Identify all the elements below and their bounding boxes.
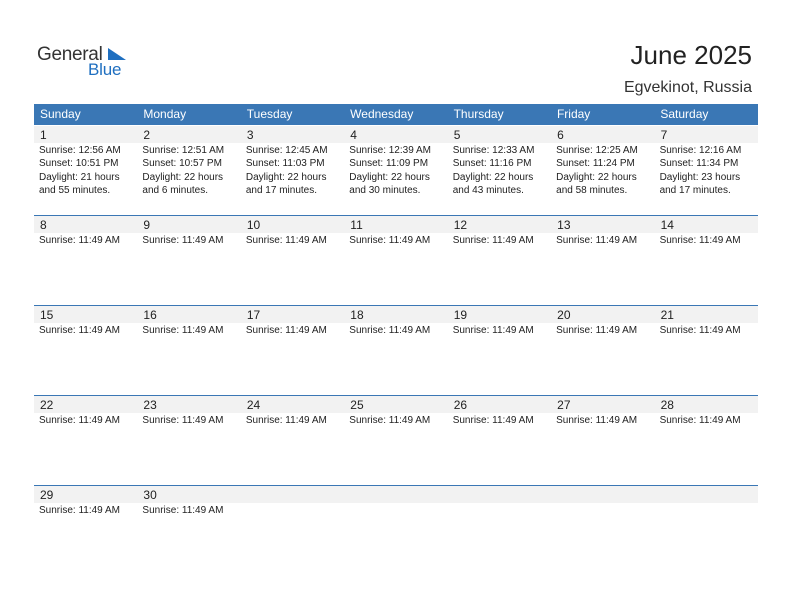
day-number: 27 bbox=[557, 398, 571, 412]
sun-info-line: Sunrise: 11:49 AM bbox=[39, 325, 120, 336]
day-cell bbox=[34, 215, 137, 303]
day-number: 18 bbox=[350, 308, 364, 322]
sun-info-line: Sunrise: 11:49 AM bbox=[659, 325, 741, 336]
day-cell bbox=[241, 305, 344, 393]
day-number: 24 bbox=[246, 398, 261, 412]
calendar-week-row bbox=[34, 305, 758, 393]
day-cell bbox=[137, 305, 240, 393]
sun-info-line: Sunrise: 11:49 AM bbox=[452, 235, 534, 246]
logo-text-blue: Blue bbox=[88, 60, 122, 79]
sun-info bbox=[349, 234, 430, 247]
sun-info-line: Sunrise: 11:49 AM bbox=[349, 415, 431, 426]
weekday-header-cell: Wednesday bbox=[350, 107, 414, 121]
sun-info-line: and 58 minutes. bbox=[556, 185, 628, 197]
day-number: 22 bbox=[40, 398, 54, 412]
sun-info bbox=[246, 144, 328, 198]
day-number: 21 bbox=[660, 308, 674, 322]
sun-info bbox=[556, 144, 638, 198]
sun-info-line: Sunrise: 11:49 AM bbox=[349, 235, 431, 246]
sun-info-line: Sunrise: 11:49 AM bbox=[556, 325, 638, 336]
page-title: June 2025 bbox=[630, 40, 752, 70]
sun-info bbox=[39, 504, 120, 517]
sun-info bbox=[556, 324, 637, 337]
day-cell bbox=[137, 215, 240, 303]
sun-info bbox=[453, 324, 534, 337]
sun-info bbox=[39, 414, 120, 427]
sun-info-line: and 6 minutes. bbox=[142, 185, 209, 197]
day-number: 14 bbox=[660, 218, 674, 232]
sun-info-line: Sunrise: 11:49 AM bbox=[659, 415, 741, 426]
brand-logo bbox=[37, 44, 137, 80]
sun-info-line: Sunrise: 12:56 AM bbox=[39, 145, 121, 156]
day-cell bbox=[551, 215, 654, 303]
sun-info bbox=[142, 144, 224, 198]
day-number: 1 bbox=[40, 128, 47, 142]
day-cell bbox=[344, 125, 447, 213]
calendar-week-row bbox=[34, 125, 758, 213]
sun-info-line: Daylight: 22 hours bbox=[245, 171, 327, 183]
weekday-header-cell: Monday bbox=[143, 107, 187, 121]
sun-info-line: Sunrise: 11:49 AM bbox=[142, 505, 224, 516]
sun-info-line: Sunrise: 11:49 AM bbox=[142, 415, 224, 426]
sun-info bbox=[246, 414, 327, 427]
sun-info-line: Sunrise: 11:49 AM bbox=[245, 325, 327, 336]
day-number: 9 bbox=[143, 218, 151, 232]
sun-info bbox=[556, 234, 637, 247]
sun-info-line: Sunset: 11:03 PM bbox=[245, 158, 325, 170]
sun-info-line: Sunrise: 12:45 AM bbox=[245, 145, 328, 156]
sun-info bbox=[349, 414, 430, 427]
sun-info bbox=[453, 144, 535, 198]
sun-info bbox=[556, 414, 637, 427]
day-cell bbox=[655, 395, 758, 483]
sun-info-line: Sunrise: 11:49 AM bbox=[452, 415, 534, 426]
sun-info-line: and 55 minutes. bbox=[39, 185, 111, 197]
sun-info-line: Sunrise: 12:39 AM bbox=[349, 145, 431, 156]
day-cell bbox=[344, 305, 447, 393]
sun-info bbox=[660, 234, 741, 247]
sun-info-line: Sunrise: 11:49 AM bbox=[452, 325, 534, 336]
calendar-week-row bbox=[34, 485, 758, 573]
sun-info bbox=[142, 234, 223, 247]
sun-info-line: Sunset: 10:57 PM bbox=[142, 158, 222, 170]
sun-info-line: Sunset: 11:09 PM bbox=[349, 158, 429, 170]
day-number: 11 bbox=[350, 218, 363, 232]
sun-info-line: Sunrise: 11:49 AM bbox=[39, 235, 120, 246]
sun-info-line: and 17 minutes. bbox=[245, 185, 318, 197]
day-cell bbox=[137, 395, 240, 483]
day-cell bbox=[448, 305, 551, 393]
weekday-header bbox=[34, 104, 758, 125]
day-number: 15 bbox=[40, 308, 54, 322]
sun-info bbox=[39, 144, 121, 198]
location-subtitle: Egvekinot, Russia bbox=[623, 79, 752, 96]
day-cell bbox=[448, 215, 551, 303]
sun-info-line: Sunrise: 11:49 AM bbox=[245, 415, 327, 426]
sun-info bbox=[39, 324, 120, 337]
day-number: 25 bbox=[350, 398, 364, 412]
sun-info-line: Sunrise: 11:49 AM bbox=[39, 415, 120, 426]
sun-info bbox=[349, 324, 430, 337]
logo-text-general: General bbox=[37, 44, 103, 65]
day-number: 12 bbox=[453, 218, 468, 232]
sun-info-line: Sunset: 11:16 PM bbox=[452, 158, 532, 170]
sun-info-line: Sunset: 10:51 PM bbox=[39, 158, 119, 170]
day-cell bbox=[655, 305, 758, 393]
day-number: 2 bbox=[143, 128, 151, 142]
day-cell bbox=[655, 215, 758, 303]
day-cell bbox=[241, 215, 344, 303]
day-cell bbox=[137, 125, 240, 213]
day-cell bbox=[34, 305, 137, 393]
sun-info-line: Sunrise: 12:33 AM bbox=[452, 145, 535, 156]
sun-info bbox=[246, 324, 327, 337]
sun-info-line: Sunrise: 11:49 AM bbox=[349, 325, 431, 336]
sun-info-line: Sunrise: 12:51 AM bbox=[142, 145, 225, 156]
sun-info bbox=[453, 414, 534, 427]
day-number: 29 bbox=[40, 488, 54, 502]
sun-info bbox=[142, 324, 223, 337]
day-cell bbox=[448, 395, 551, 483]
sun-info-line: Sunrise: 11:49 AM bbox=[245, 235, 327, 246]
sun-info-line: Sunrise: 11:49 AM bbox=[142, 235, 224, 246]
calendar-week-row bbox=[34, 395, 758, 483]
day-number: 30 bbox=[143, 488, 157, 502]
sun-info-line: and 43 minutes. bbox=[452, 185, 524, 197]
day-cell bbox=[551, 395, 654, 483]
sun-info bbox=[660, 414, 741, 427]
sun-info-line: Sunrise: 11:49 AM bbox=[556, 235, 638, 246]
day-number: 6 bbox=[557, 128, 564, 142]
sun-info-line: Sunrise: 11:49 AM bbox=[142, 325, 224, 336]
day-number: 26 bbox=[453, 398, 468, 412]
weekday-header-cell: Friday bbox=[556, 107, 591, 121]
sun-info-line: Sunrise: 11:49 AM bbox=[659, 235, 741, 246]
day-cell bbox=[344, 395, 447, 483]
day-number: 10 bbox=[246, 218, 261, 232]
sun-info-line: Daylight: 22 hours bbox=[452, 171, 534, 183]
sun-info bbox=[142, 504, 223, 517]
day-number: 16 bbox=[143, 308, 157, 322]
day-cell bbox=[241, 125, 344, 213]
sun-info-line: Sunrise: 11:49 AM bbox=[39, 505, 120, 516]
sun-info bbox=[453, 234, 534, 247]
day-cell bbox=[655, 125, 758, 213]
day-cell bbox=[551, 305, 654, 393]
day-number: 20 bbox=[557, 308, 571, 322]
day-number: 7 bbox=[660, 128, 668, 142]
sun-info bbox=[660, 324, 741, 337]
sun-info-line: Daylight: 23 hours bbox=[659, 171, 741, 183]
sun-info bbox=[660, 144, 742, 198]
sun-info-line: Daylight: 22 hours bbox=[556, 171, 637, 183]
day-number: 19 bbox=[453, 308, 468, 322]
day-number: 5 bbox=[453, 128, 461, 142]
sun-info-line: and 30 minutes. bbox=[349, 185, 421, 197]
day-number: 23 bbox=[143, 398, 157, 412]
weekday-header-cell: Thursday bbox=[453, 107, 504, 121]
weekday-header-cell: Tuesday bbox=[246, 107, 293, 121]
calendar bbox=[34, 104, 758, 516]
sun-info bbox=[39, 234, 120, 247]
day-number: 28 bbox=[660, 398, 674, 412]
day-cell bbox=[551, 125, 654, 213]
day-cell bbox=[34, 395, 137, 483]
day-cell bbox=[448, 125, 551, 213]
sun-info-line: Sunset: 11:34 PM bbox=[659, 158, 739, 170]
weekday-header-cell: Saturday bbox=[660, 107, 709, 121]
sun-info-line: Daylight: 22 hours bbox=[349, 171, 430, 183]
sun-info-line: Sunrise: 12:25 AM bbox=[556, 145, 638, 156]
sun-info-line: Daylight: 21 hours bbox=[39, 171, 120, 183]
sun-info bbox=[142, 414, 223, 427]
sun-info-line: Sunrise: 12:16 AM bbox=[659, 145, 742, 156]
day-cell bbox=[241, 395, 344, 483]
weekday-header-cell: Sunday bbox=[40, 107, 81, 121]
sun-info bbox=[349, 144, 431, 198]
calendar-week-row bbox=[34, 215, 758, 303]
day-cell bbox=[34, 125, 137, 213]
day-number: 4 bbox=[350, 128, 357, 142]
day-number: 8 bbox=[40, 218, 47, 232]
day-number: 17 bbox=[246, 308, 261, 322]
day-cell bbox=[344, 215, 447, 303]
sun-info-line: Daylight: 22 hours bbox=[142, 171, 224, 183]
day-cell bbox=[137, 485, 240, 573]
day-cell bbox=[34, 485, 137, 573]
sun-info-line: Sunset: 11:24 PM bbox=[556, 158, 635, 170]
sun-info-line: Sunrise: 11:49 AM bbox=[556, 415, 638, 426]
sun-info-line: and 17 minutes. bbox=[659, 185, 731, 197]
sun-info bbox=[246, 234, 327, 247]
day-number: 13 bbox=[557, 218, 571, 232]
day-number: 3 bbox=[246, 128, 254, 142]
